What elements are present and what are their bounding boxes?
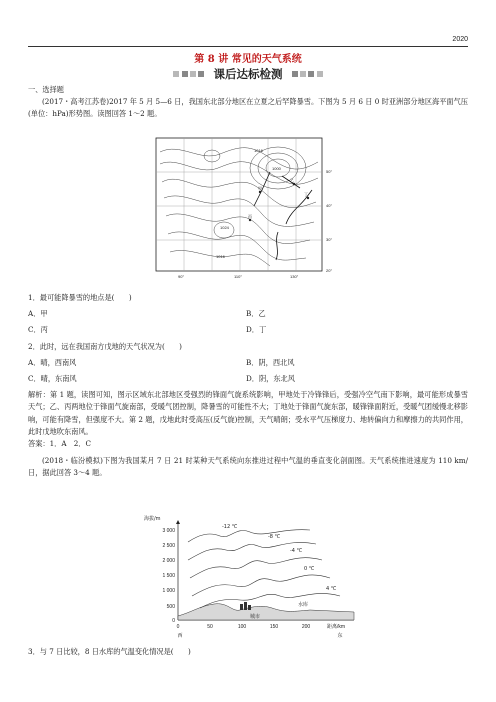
place-label: 乙 <box>290 178 294 183</box>
lat-label: 30° <box>326 237 333 242</box>
decor-square <box>317 71 323 77</box>
pressure-map <box>150 132 350 282</box>
question-2-option-c[interactable]: C．晴，东南风 <box>28 374 77 383</box>
question-2-stem: 2．此时，远在我国南方戊地的天气状况为( ) <box>28 342 182 351</box>
place-label: 丁 <box>304 192 308 197</box>
east-label: 东 <box>337 633 343 639</box>
decor-square <box>308 71 314 77</box>
isotherm-label: 4 ℃ <box>326 586 337 592</box>
question-2-option-d[interactable]: D．阴，东北风 <box>246 374 295 383</box>
lon-label: 90° <box>178 274 185 279</box>
lat-label: 20° <box>326 268 333 273</box>
y-tick: 1 500 <box>162 573 175 579</box>
decor-square <box>198 71 204 77</box>
lesson-title: 第 8 讲 常见的天气系统 <box>194 54 302 65</box>
isobar-label: 1000 <box>272 166 281 171</box>
x-tick: 50 <box>207 624 213 630</box>
y-tick: 0 <box>172 618 175 624</box>
lat-label: 50° <box>326 169 333 174</box>
question-1-option-c[interactable]: C．丙 <box>28 325 48 334</box>
question-2-option-a[interactable]: A．晴，西南风 <box>28 358 77 367</box>
banner-text: 课后达标检测 <box>213 67 283 81</box>
decor-square <box>292 71 298 77</box>
isotherm-label: -12 ℃ <box>222 524 238 530</box>
isotherm-label: -4 ℃ <box>290 548 303 554</box>
isobar-label: 1016 <box>254 148 263 153</box>
x-tick: 100 <box>237 624 247 630</box>
lon-label: 110° <box>234 274 242 279</box>
y-tick: 3 000 <box>162 528 175 534</box>
decor-square <box>300 71 306 77</box>
header-rule <box>28 46 468 47</box>
x-tick: 150 <box>269 624 279 630</box>
reservoir-label: 水库 <box>298 602 309 608</box>
section-banner <box>0 66 496 82</box>
y-tick: 2 000 <box>162 558 175 564</box>
question-1-stem: 1．最可能降暴雪的地点是( ) <box>28 293 132 302</box>
lat-label: 40° <box>326 203 333 208</box>
west-label: 西 <box>177 633 183 639</box>
isotherm-label: 0 ℃ <box>304 566 315 572</box>
question-1-option-d[interactable]: D．丁 <box>246 325 267 334</box>
question-3-stem: 3．与 7 日比较，8 日水库的气温变化情况是( ) <box>28 647 191 656</box>
x-axis-title: 距离/km <box>326 624 346 630</box>
y-tick: 2 500 <box>162 543 175 549</box>
question-2-option-b[interactable]: B．阴，西北风 <box>246 358 295 367</box>
section-heading: 一、选择题 <box>28 85 64 94</box>
analysis-paragraph: 解析：第 1 题，读图可知，图示区域东北部地区受强烈的锋面气旋系统影响，甲地处于冷锋锋后，受强冷空气南下影响，最可能形成暴雪天气；乙、丙两地位于锋面气旋南部，受暖气团控制，降暑雪的可能性不大；丁地处于锋面气旋东部，暖锋锋面附近，受暖气团缓慢北移影响，可能有降雪，但强度不大。第 2 题，戊地此时受高压(反气旋)控制，天气晴朗；受水平气压梯度力、地转偏向力和摩擦力的共同作用，此时戊地吹东南风。 <box>28 390 468 437</box>
y-tick: 1 000 <box>162 588 175 594</box>
question-1-option-b[interactable]: B．乙 <box>246 309 266 318</box>
intro-paragraph-2: (2018・临汾模拟)下图为我国某月 7 日 21 时某种天气系统向东推进过程中气温的垂直变化剖面图。天气系统推进速度为 110 km/日，据此回答 3～4 题。 <box>28 456 468 478</box>
intro-paragraph-1: (2017・高考江苏卷)2017 年 5 月 5—6 日，我国东北部分地区在立夏之后罕降暴雪。下图为 5 月 6 日 0 时亚洲部分地区海平面气压(单位：hPa)形势图。读图回答 1～2 题。 <box>28 97 468 119</box>
isotherm-label: -8 ℃ <box>268 534 281 540</box>
question-1-option-a[interactable]: A．甲 <box>28 309 48 318</box>
lon-label: 130° <box>290 274 299 279</box>
decor-square <box>190 71 196 77</box>
isobar-label: 1016 <box>216 254 225 259</box>
place-label: 甲 <box>258 186 262 191</box>
decor-square <box>182 71 188 77</box>
city-label: 城市 <box>250 614 261 620</box>
y-tick: 500 <box>166 604 175 610</box>
isobar-label: 1024 <box>220 225 229 230</box>
place-label: 丙 <box>248 214 252 219</box>
answer-line: 答案：1．A 2．C <box>28 439 91 448</box>
decor-square <box>173 71 179 77</box>
x-tick: 200 <box>301 624 311 630</box>
temperature-profile-chart <box>140 512 362 642</box>
page-year: 2020 <box>452 36 468 43</box>
y-axis-title: 海拔/m <box>144 516 161 522</box>
x-tick: 0 <box>176 624 180 630</box>
